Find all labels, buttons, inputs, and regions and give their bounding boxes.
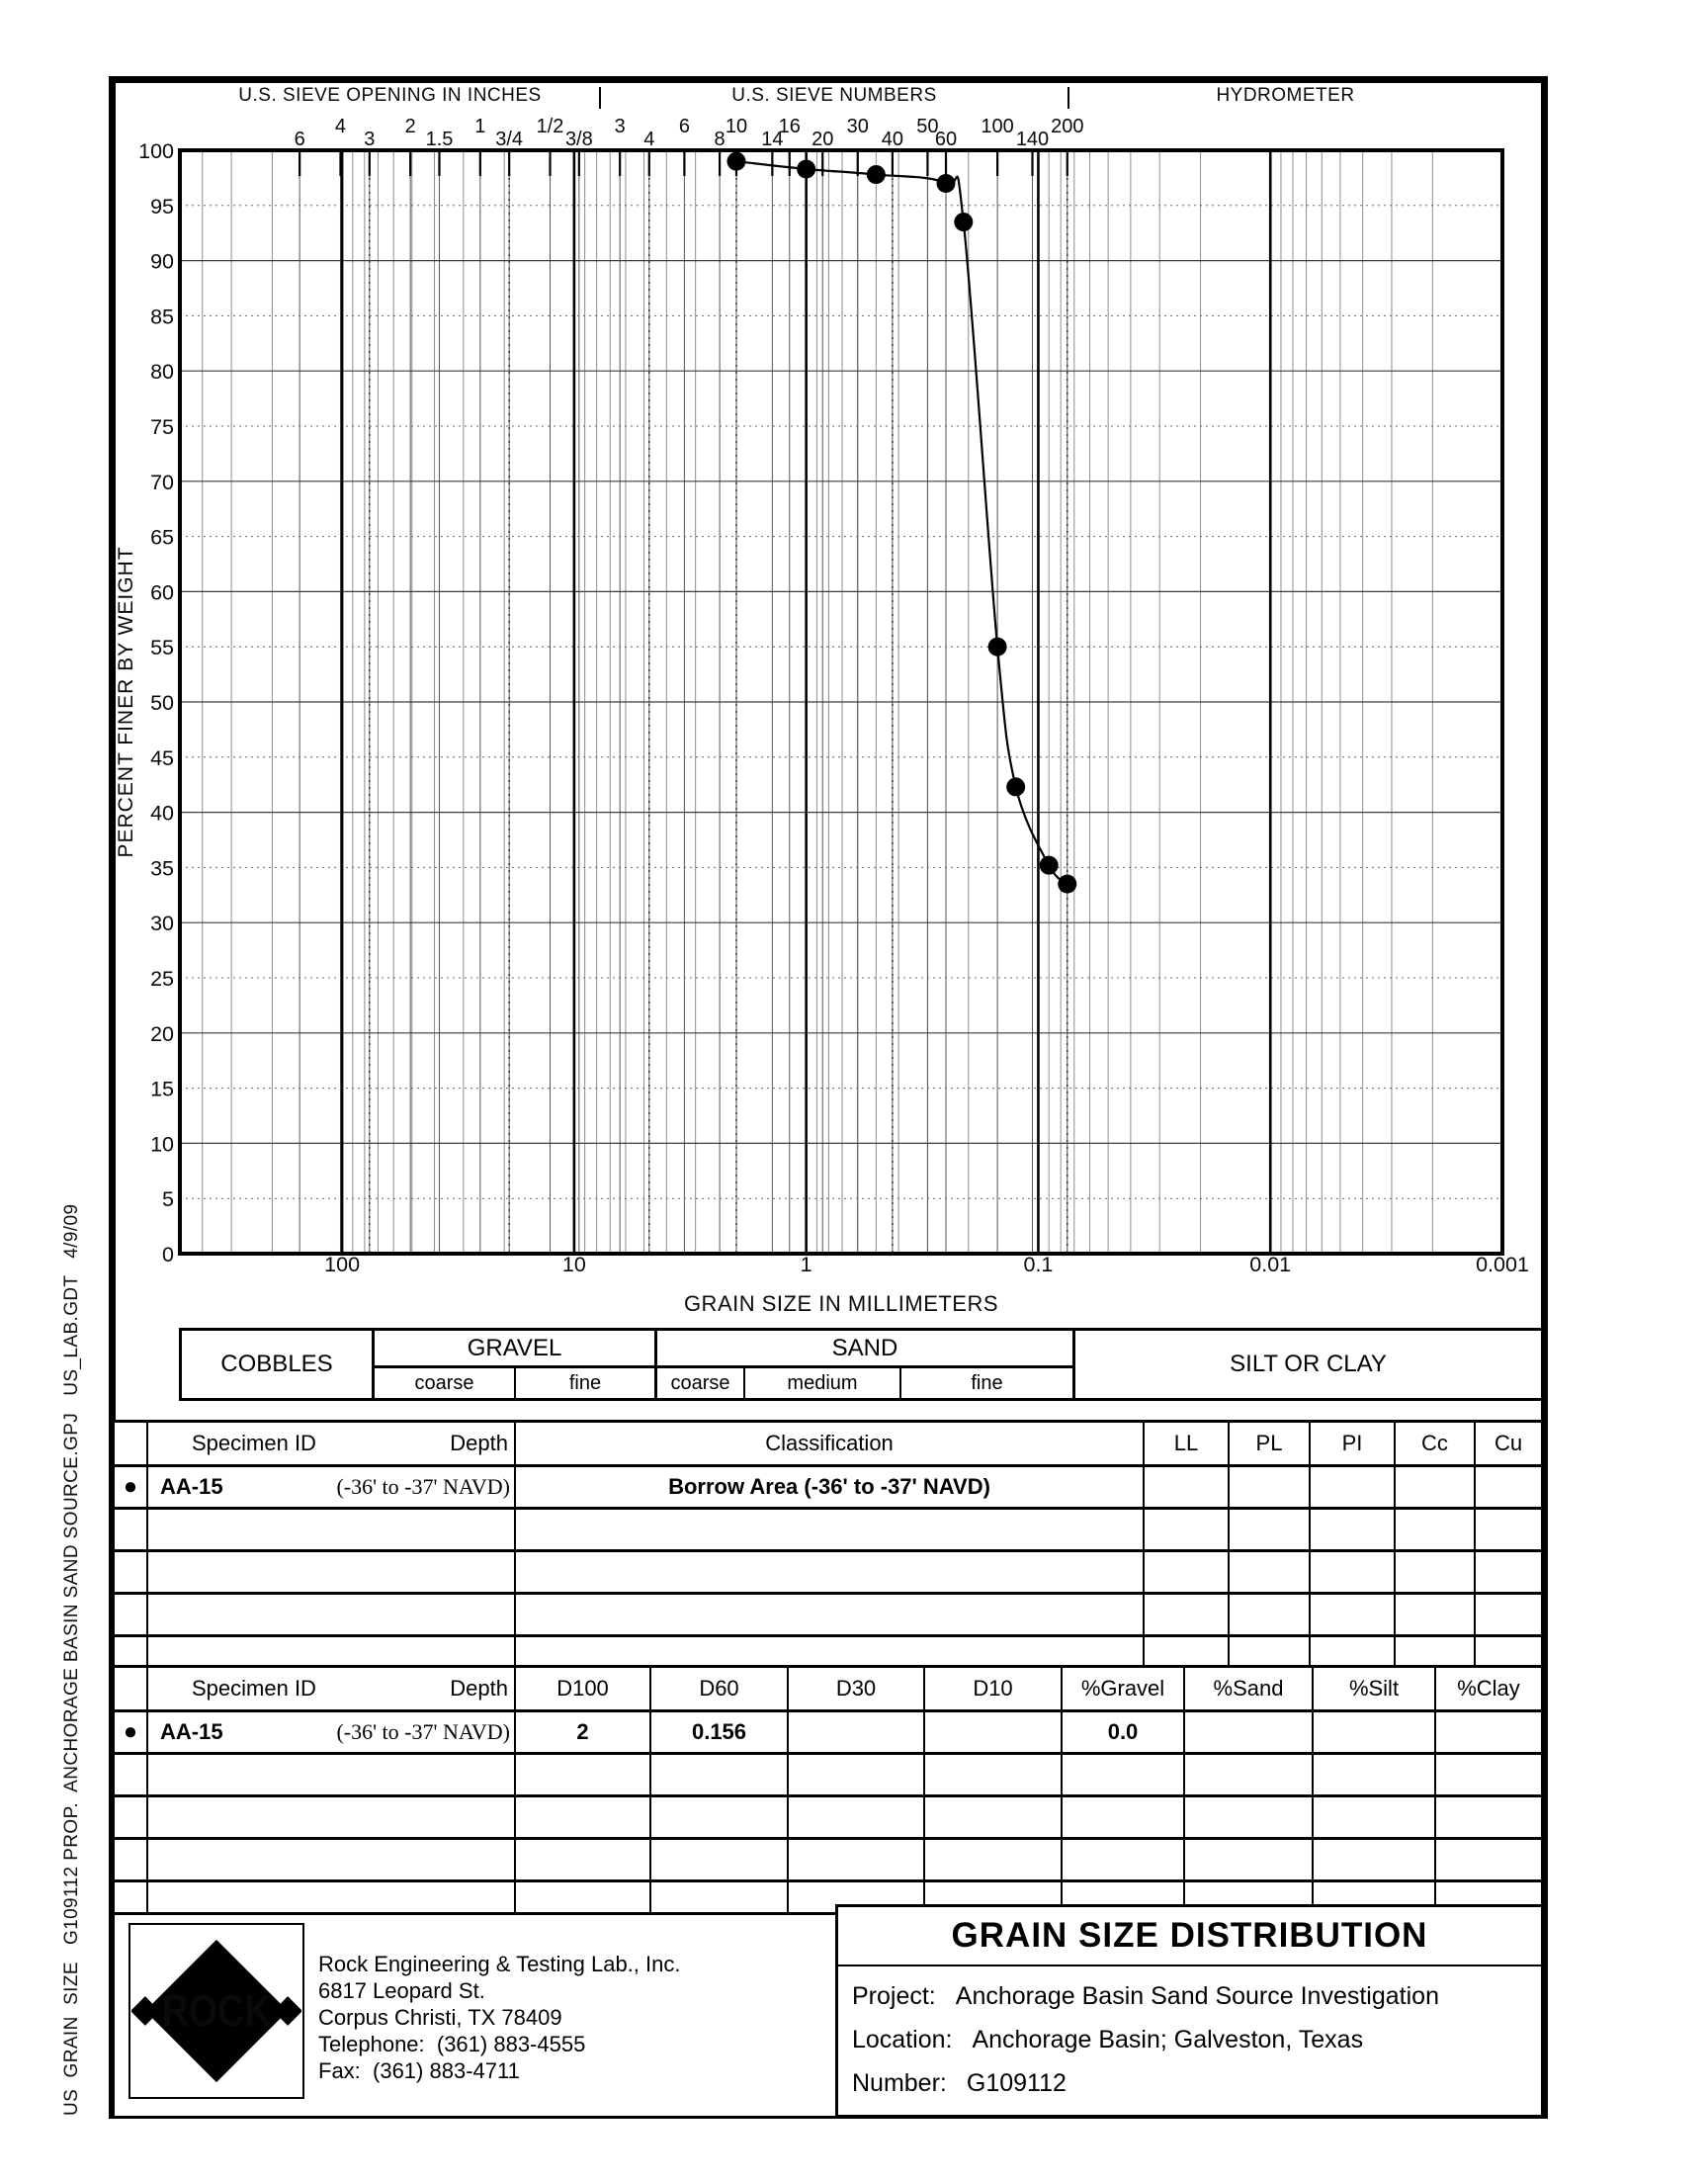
pi-cell — [1311, 1467, 1396, 1507]
y-tick-label: 15 — [150, 1077, 174, 1101]
empty-cell — [1311, 1510, 1396, 1549]
sieve-tick-label: 3 — [614, 116, 626, 137]
empty-cell — [1476, 1552, 1541, 1592]
band-gravel — [372, 1331, 654, 1398]
empty-cell — [115, 1595, 148, 1634]
y-tick-label: 20 — [150, 1021, 174, 1046]
empty-cell — [651, 1840, 789, 1879]
empty-cell — [1145, 1552, 1230, 1592]
sieve-tick-label: 40 — [881, 129, 904, 150]
location-label: Location: — [852, 2025, 953, 2053]
empty-cell — [1436, 1797, 1541, 1837]
sieve-tick-label: 4 — [643, 129, 655, 150]
table-row — [115, 1840, 1541, 1882]
sieve-tick-label: 6 — [294, 129, 305, 150]
sieve-tick-label: 30 — [846, 116, 869, 137]
d100-cell: 2 — [516, 1712, 651, 1752]
y-tick-label: 65 — [150, 525, 174, 550]
d10-header: D10 — [925, 1668, 1063, 1709]
y-tick-label: 85 — [150, 305, 174, 329]
table-row — [115, 1467, 1541, 1510]
pl-header: PL — [1230, 1423, 1311, 1464]
empty-cell — [1230, 1510, 1311, 1549]
band-sand-medium: medium — [743, 1368, 899, 1398]
top-axis-section-label: U.S. SIEVE OPENING IN INCHES — [238, 85, 542, 106]
top-axis-section-label: U.S. SIEVE NUMBERS — [731, 85, 937, 106]
empty-cell — [148, 1755, 516, 1794]
empty-cell — [1436, 1840, 1541, 1879]
empty-cell — [1311, 1595, 1396, 1634]
location-row — [852, 2026, 1541, 2054]
empty-cell — [1311, 1552, 1396, 1592]
company-address — [318, 1951, 680, 2084]
empty-cell — [1063, 1797, 1185, 1837]
empty-cell — [1063, 1755, 1185, 1794]
marker-column-header — [115, 1668, 148, 1709]
empty-cell — [115, 1552, 148, 1592]
company-logo — [128, 1923, 304, 2099]
row-marker: ● — [115, 1467, 148, 1507]
number-value: G109112 — [966, 2068, 1067, 2097]
band-sand-fine: fine — [899, 1368, 1072, 1398]
y-tick-label: 60 — [150, 580, 174, 605]
empty-cell — [1185, 1797, 1314, 1837]
y-tick-label: 25 — [150, 967, 174, 991]
table-row — [115, 1552, 1541, 1595]
empty-cell — [516, 1797, 651, 1837]
sieve-tick-label: 3/4 — [495, 129, 524, 150]
pct-silt-header: %Silt — [1314, 1668, 1436, 1709]
table-row — [115, 1510, 1541, 1552]
project-label: Project: — [852, 1981, 936, 2010]
location-value: Anchorage Basin; Galveston, Texas — [972, 2025, 1364, 2053]
band-gravel-coarse: coarse — [414, 1371, 474, 1394]
empty-cell — [1185, 1755, 1314, 1794]
cu-header: Cu — [1494, 1431, 1523, 1455]
empty-cell — [1145, 1595, 1230, 1634]
empty-cell — [1314, 1755, 1436, 1794]
x-tick-label: 0.01 — [1249, 1253, 1292, 1276]
y-tick-label: 95 — [150, 194, 174, 218]
y-tick-label: 35 — [150, 856, 174, 881]
band-sand-label: SAND — [657, 1331, 1072, 1368]
d60-cell: 0.156 — [651, 1712, 789, 1752]
sieve-tick-label: 50 — [916, 116, 939, 137]
gradation-table — [112, 1665, 1544, 1925]
number-row — [852, 2069, 1541, 2098]
empty-cell — [1476, 1510, 1541, 1549]
band-sand-coarse: coarse — [670, 1371, 730, 1394]
sieve-tick-label: 100 — [981, 116, 1014, 137]
company-address-line: 6817 Leopard St. — [318, 1978, 485, 2003]
rock-logo-text: ROCK — [161, 1984, 272, 2036]
table-row — [115, 1755, 1541, 1797]
y-tick-label: 40 — [150, 801, 174, 826]
classification-table — [112, 1420, 1544, 1680]
sieve-tick-label: 20 — [811, 129, 834, 150]
empty-cell — [516, 1552, 1145, 1592]
pct-silt-cell — [1314, 1712, 1436, 1752]
empty-cell — [115, 1510, 148, 1549]
x-axis-title: GRAIN SIZE IN MILLIMETERS — [683, 1291, 999, 1316]
sieve-tick-label: 200 — [1051, 116, 1084, 137]
pct-gravel-header: %Gravel — [1063, 1668, 1185, 1709]
sieve-tick-label: 140 — [1015, 129, 1050, 150]
sieve-tick-label: 14 — [761, 129, 784, 150]
band-cobbles: COBBLES — [220, 1351, 333, 1377]
empty-cell — [1476, 1595, 1541, 1634]
pct-sand-cell — [1185, 1712, 1314, 1752]
sieve-tick-label: 1/2 — [536, 116, 564, 137]
d60-header: D60 — [651, 1668, 789, 1709]
y-tick-label: 90 — [150, 249, 174, 274]
empty-cell — [516, 1595, 1145, 1634]
pi-header: PI — [1311, 1423, 1396, 1464]
report-title: GRAIN SIZE DISTRIBUTION — [838, 1907, 1541, 1966]
empty-cell — [1145, 1510, 1230, 1549]
empty-cell — [148, 1797, 516, 1837]
top-axis-section-label: HYDROMETER — [1216, 85, 1355, 106]
empty-cell — [516, 1755, 651, 1794]
band-gravel-fine: fine — [514, 1368, 654, 1398]
empty-cell — [1396, 1510, 1476, 1549]
empty-cell — [1314, 1797, 1436, 1837]
sieve-tick-label: 6 — [678, 116, 690, 137]
ll-header: LL — [1145, 1423, 1230, 1464]
project-value: Anchorage Basin Sand Source Investigation — [955, 1981, 1439, 2010]
y-tick-label: 5 — [162, 1187, 174, 1212]
company-address-line: Corpus Christi, TX 78409 — [318, 2005, 562, 2030]
sieve-tick-label: 16 — [778, 116, 801, 137]
empty-cell — [1063, 1840, 1185, 1879]
empty-cell — [115, 1755, 148, 1794]
pl-cell — [1230, 1467, 1311, 1507]
empty-cell — [925, 1755, 1063, 1794]
empty-cell — [1436, 1755, 1541, 1794]
y-tick-label: 100 — [138, 139, 174, 163]
file-stamp-vertical-text: US GRAIN SIZE G109112 PROP. ANCHORAGE BASIN SAND SOURCE.GPJ US_LAB.GDT 4/9/09 — [61, 1203, 82, 2116]
sieve-tick-label: 1 — [474, 116, 486, 137]
project-row — [852, 1982, 1541, 2011]
x-tick-label: 10 — [561, 1253, 586, 1276]
empty-cell — [925, 1840, 1063, 1879]
empty-cell — [516, 1840, 651, 1879]
specimen-depth-cell: AA-15 (-36' to -37' NAVD) — [148, 1712, 516, 1752]
sieve-tick-label: 1.5 — [425, 129, 454, 150]
rock-logo-icon — [131, 1926, 301, 2096]
table-row — [115, 1797, 1541, 1840]
table-row — [115, 1712, 1541, 1755]
cc-cell — [1396, 1467, 1476, 1507]
y-tick-label: 30 — [150, 912, 174, 936]
company-address-line: Rock Engineering & Testing Lab., Inc. — [318, 1952, 681, 1976]
empty-cell — [789, 1755, 925, 1794]
d10-cell — [925, 1712, 1063, 1752]
sieve-tick-label: 60 — [934, 129, 958, 150]
empty-cell — [115, 1797, 148, 1837]
ll-cell — [1145, 1467, 1230, 1507]
size-fraction-band — [179, 1328, 1544, 1401]
empty-cell — [1396, 1552, 1476, 1592]
specimen-depth-cell: AA-15 (-36' to -37' NAVD) — [148, 1467, 516, 1507]
table-header-row — [115, 1668, 1541, 1712]
empty-cell — [516, 1510, 1145, 1549]
y-tick-label: 0 — [162, 1243, 174, 1266]
empty-cell — [1185, 1840, 1314, 1879]
y-tick-label: 70 — [150, 470, 174, 494]
classification-cell: Borrow Area (-36' to -37' NAVD) — [516, 1467, 1145, 1507]
sieve-tick-label: 4 — [334, 116, 347, 137]
y-tick-label: 50 — [150, 691, 174, 715]
company-address-line: Fax: (361) 883-4711 — [318, 2058, 520, 2083]
y-tick-label: 55 — [150, 636, 174, 660]
empty-cell — [148, 1595, 516, 1634]
d30-header: D30 — [789, 1668, 925, 1709]
y-tick-label: 75 — [150, 415, 174, 439]
empty-cell — [1230, 1595, 1311, 1634]
specimen-depth-header: Specimen ID Depth — [148, 1423, 516, 1464]
sieve-tick-label: 3/8 — [564, 129, 593, 150]
empty-cell — [1396, 1595, 1476, 1634]
empty-cell — [148, 1840, 516, 1879]
band-silt-or-clay: SILT OR CLAY — [1072, 1331, 1541, 1398]
pct-gravel-cell: 0.0 — [1063, 1712, 1185, 1752]
pct-clay-cell — [1436, 1712, 1541, 1752]
company-address-line: Telephone: (361) 883-4555 — [318, 2032, 586, 2056]
y-tick-label: 80 — [150, 360, 174, 385]
x-tick-label: 1 — [800, 1253, 812, 1276]
d100-header: D100 — [516, 1668, 651, 1709]
number-label: Number: — [852, 2068, 947, 2097]
cu-cell — [1476, 1467, 1541, 1507]
empty-cell — [115, 1840, 148, 1879]
empty-cell — [651, 1797, 789, 1837]
pct-clay-header: %Clay — [1457, 1676, 1520, 1701]
classification-header: Classification — [516, 1423, 1145, 1464]
empty-cell — [1230, 1552, 1311, 1592]
sieve-tick-label: 3 — [364, 129, 376, 150]
specimen-depth-header: Specimen ID Depth — [148, 1668, 516, 1709]
table-row — [115, 1595, 1541, 1637]
empty-cell — [925, 1797, 1063, 1837]
empty-cell — [789, 1797, 925, 1837]
empty-cell — [651, 1755, 789, 1794]
empty-cell — [789, 1840, 925, 1879]
row-marker: ● — [115, 1712, 148, 1752]
x-tick-label: 100 — [324, 1253, 361, 1276]
y-tick-label: 10 — [150, 1132, 174, 1157]
d30-cell — [789, 1712, 925, 1752]
sieve-tick-label: 10 — [725, 116, 748, 137]
y-axis-title: PERCENT FINER BY WEIGHT — [115, 546, 137, 858]
title-block — [835, 1904, 1544, 2118]
pct-sand-header: %Sand — [1185, 1668, 1314, 1709]
table-header-row — [115, 1423, 1541, 1467]
empty-cell — [148, 1510, 516, 1549]
empty-cell — [1314, 1840, 1436, 1879]
x-tick-label: 0.1 — [1023, 1253, 1054, 1276]
y-tick-label: 45 — [150, 745, 174, 770]
marker-column-header — [115, 1423, 148, 1464]
cc-header: Cc — [1396, 1423, 1476, 1464]
band-gravel-label: GRAVEL — [375, 1331, 654, 1368]
band-sand — [654, 1331, 1072, 1398]
sieve-tick-label: 8 — [714, 129, 726, 150]
x-tick-label: 0.001 — [1476, 1253, 1529, 1276]
sieve-tick-label: 2 — [404, 116, 416, 137]
empty-cell — [148, 1552, 516, 1592]
